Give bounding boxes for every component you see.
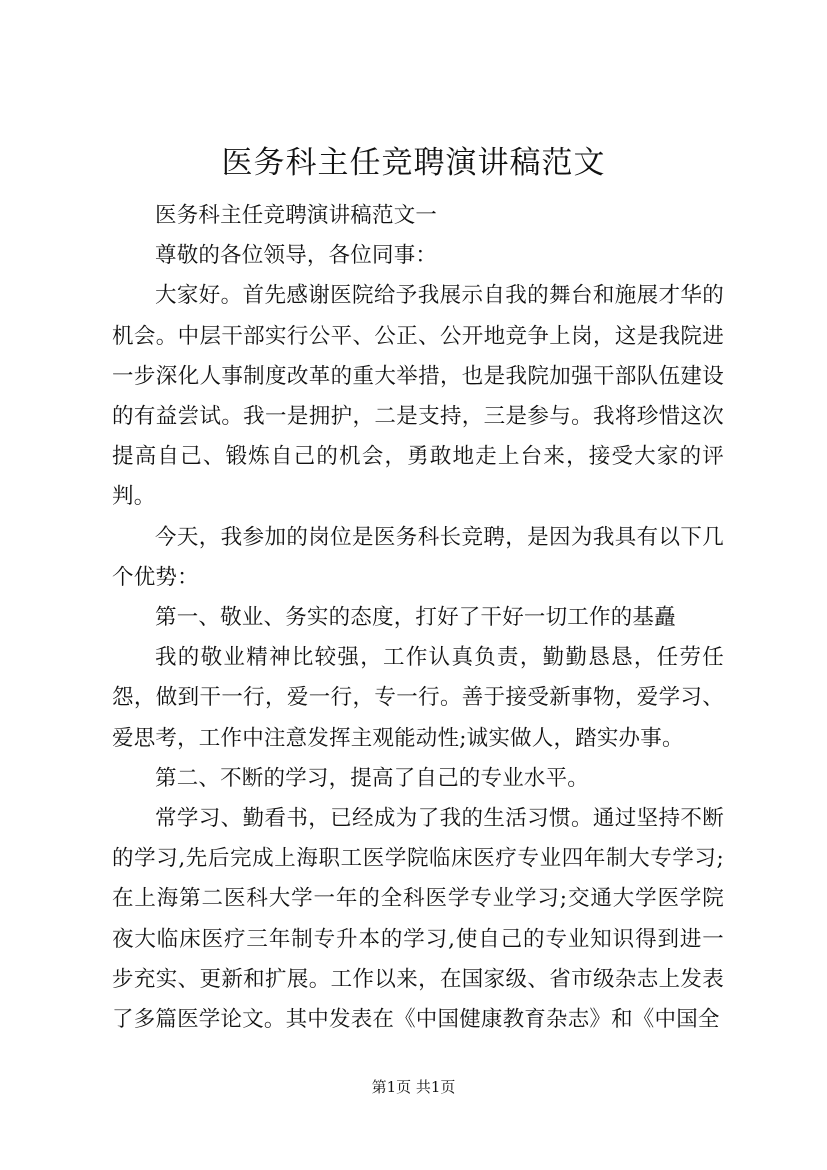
paragraph-point-two-body: 常学习、勤看书，已经成为了我的生活习惯。通过坚持不断的学习,先后完成上海职工医学院临床医疗专业四年制大专学习;在上海第二医科大学一年的全科医学专业学习;交通大学医学院夜大临床医疗三年制专升本的学习,使自己的专业知识得到进一步充实、更新和扩展。工作以来，在国家级、省市级杂志上发表了多篇医学论文。其中发表在《中国健康教育杂志》和《中国全 xyxy=(112,806,724,1033)
paragraph-point-one-heading: 第一、敬业、务实的态度，打好了干好一切工作的基矗 xyxy=(155,605,676,631)
paragraph-salutation: 尊敬的各位领导，各位同事： xyxy=(155,243,438,269)
paragraph-subtitle: 医务科主任竞聘演讲稿范文一 xyxy=(155,203,438,228)
page-number-footer: 第1页 共1页 xyxy=(371,1078,456,1096)
document-body xyxy=(112,196,724,1040)
paragraph-introduction: 大家好。首先感谢医院给予我展示自我的舞台和施展才华的机会。中层干部实行公平、公正、公开地竞争上岗，这是我院进一步深化人事制度改革的重大举措，也是我院加强干部队伍建设的有益尝试。我一是拥护，二是支持，三是参与。我将珍惜这次提高自己、锻炼自己的机会，勇敢地走上台来，接受大家的评判。 xyxy=(112,283,724,510)
paragraph-point-one-body: 我的敬业精神比较强，工作认真负责，勤勤恳恳，任劳任怨，做到干一行，爱一行，专一行。善于接受新事物，爱学习、爱思考，工作中注意发挥主观能动性;诚实做人，踏实办事。 xyxy=(112,645,724,751)
paragraph-position: 今天，我参加的岗位是医务科长竞聘，是因为我具有以下几个优势： xyxy=(112,524,724,590)
paragraph-point-two-heading: 第二、不断的学习，提高了自己的专业水平。 xyxy=(155,765,590,791)
document-title: 医务科主任竞聘演讲稿范文 xyxy=(221,145,606,181)
